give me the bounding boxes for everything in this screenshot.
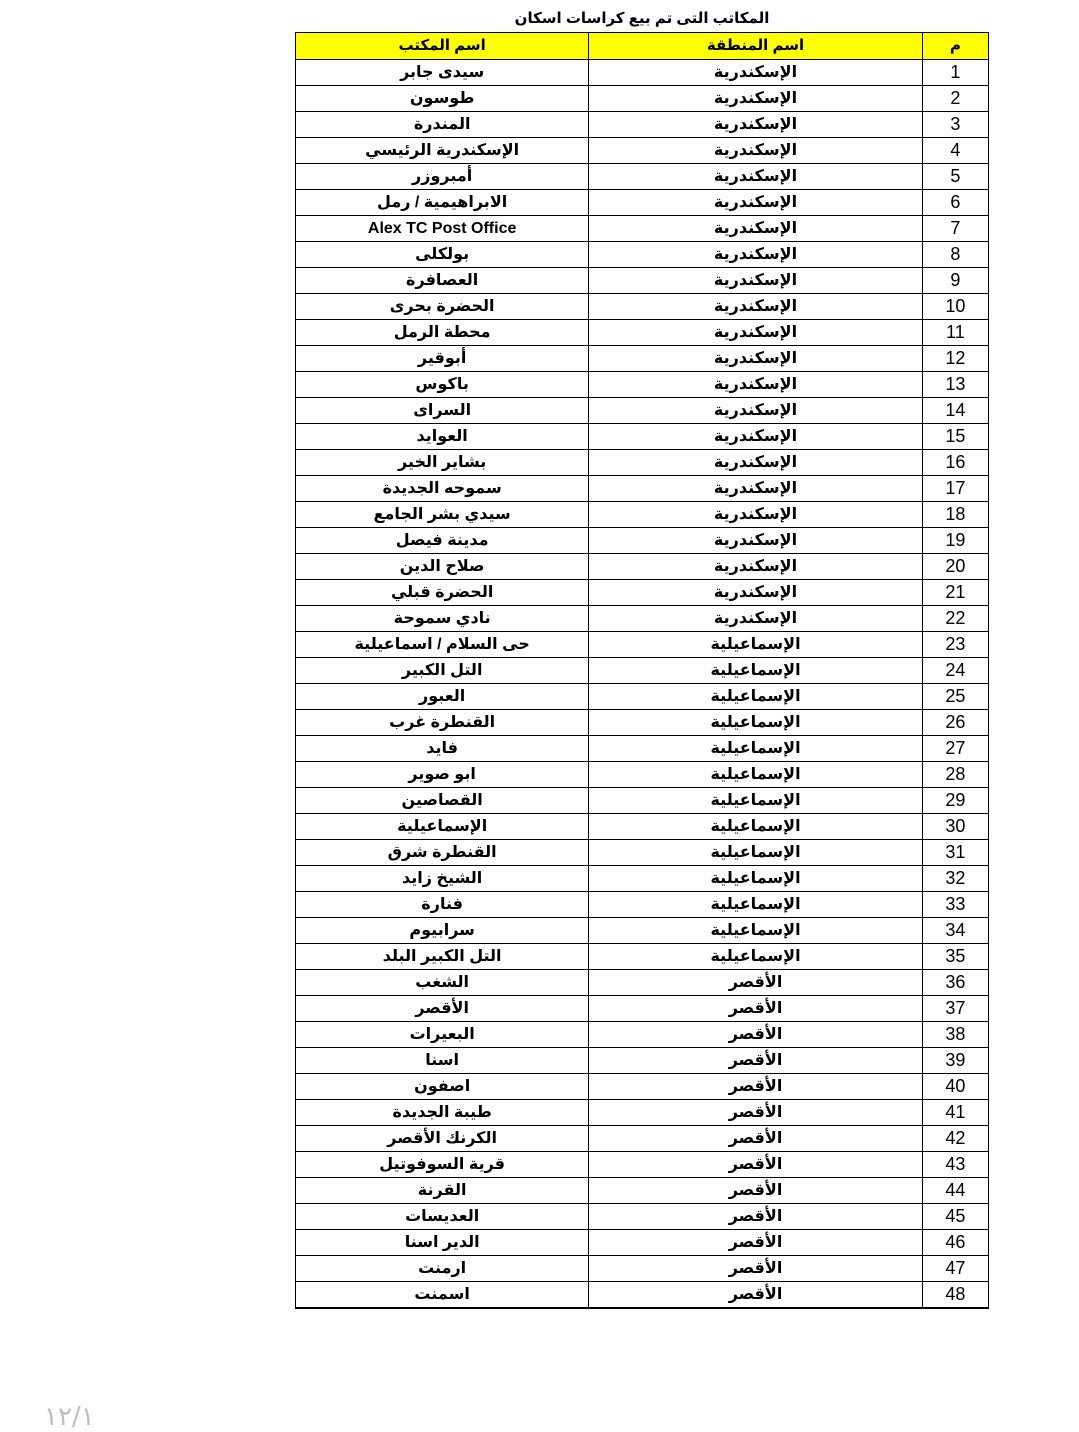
table-row (296, 606, 989, 632)
table-row (296, 762, 989, 788)
cell-region: الإسماعيلية (589, 632, 922, 658)
cell-num: 10 (922, 294, 988, 320)
cell-office: التل الكبير البلد (296, 944, 589, 970)
cell-office: المندرة (296, 112, 589, 138)
cell-region: الأقصر (589, 1230, 922, 1256)
table-row (296, 1230, 989, 1256)
cell-region: الإسماعيلية (589, 710, 922, 736)
table-row (296, 138, 989, 164)
cell-num: 27 (922, 736, 988, 762)
cell-region: الإسكندرية (589, 294, 922, 320)
cell-office: صلاح الدين (296, 554, 589, 580)
cell-region: الأقصر (589, 1178, 922, 1204)
table-row (296, 996, 989, 1022)
cell-region: الإسكندرية (589, 164, 922, 190)
cell-region: الأقصر (589, 1048, 922, 1074)
cell-office: اسنا (296, 1048, 589, 1074)
cell-num: 19 (922, 528, 988, 554)
cell-office: العبور (296, 684, 589, 710)
cell-region: الإسكندرية (589, 242, 922, 268)
cell-office: طوسون (296, 86, 589, 112)
cell-num: 13 (922, 372, 988, 398)
table-row (296, 1256, 989, 1282)
cell-office: القرنة (296, 1178, 589, 1204)
cell-region: الإسكندرية (589, 138, 922, 164)
table-row (296, 320, 989, 346)
cell-region: الإسماعيلية (589, 736, 922, 762)
cell-office: فايد (296, 736, 589, 762)
cell-region: الأقصر (589, 1022, 922, 1048)
table-row (296, 164, 989, 190)
cell-region: الأقصر (589, 1204, 922, 1230)
table-row (296, 502, 989, 528)
cell-office: حى السلام / اسماعيلية (296, 632, 589, 658)
cell-office: ابو صوير (296, 762, 589, 788)
cell-office: التل الكبير (296, 658, 589, 684)
table-header-row (296, 33, 989, 60)
cell-num: 8 (922, 242, 988, 268)
header-office: اسم المكتب (296, 33, 589, 60)
cell-region: الإسماعيلية (589, 762, 922, 788)
cell-office: بشاير الخير (296, 450, 589, 476)
cell-office: سيدي بشر الجامع (296, 502, 589, 528)
cell-office: ارمنت (296, 1256, 589, 1282)
cell-region: الإسماعيلية (589, 866, 922, 892)
cell-num: 47 (922, 1256, 988, 1282)
cell-office: السراى (296, 398, 589, 424)
cell-num: 29 (922, 788, 988, 814)
cell-office: العوايد (296, 424, 589, 450)
cell-num: 20 (922, 554, 988, 580)
table-row (296, 1152, 989, 1178)
cell-num: 11 (922, 320, 988, 346)
cell-num: 25 (922, 684, 988, 710)
cell-office: قرية السوفوتيل (296, 1152, 589, 1178)
cell-region: الإسماعيلية (589, 840, 922, 866)
cell-region: الإسكندرية (589, 580, 922, 606)
document-title: المكاتب التى تم بيع كراسات اسكان (514, 10, 770, 27)
cell-num: 33 (922, 892, 988, 918)
cell-office: الكرنك الأقصر (296, 1126, 589, 1152)
cell-region: الأقصر (589, 1100, 922, 1126)
cell-num: 39 (922, 1048, 988, 1074)
cell-office: الإسكندرية الرئيسي (296, 138, 589, 164)
cell-num: 6 (922, 190, 988, 216)
table-row (296, 398, 989, 424)
cell-region: الإسماعيلية (589, 918, 922, 944)
table-row (296, 970, 989, 996)
table-row (296, 1100, 989, 1126)
cell-office: أمبروزر (296, 164, 589, 190)
cell-region: الإسكندرية (589, 346, 922, 372)
cell-num: 14 (922, 398, 988, 424)
cell-num: 35 (922, 944, 988, 970)
cell-region: الأقصر (589, 970, 922, 996)
cell-office: الأقصر (296, 996, 589, 1022)
table-row (296, 294, 989, 320)
table-row (296, 242, 989, 268)
table-row (296, 1178, 989, 1204)
cell-office: العصافرة (296, 268, 589, 294)
table-row (296, 1126, 989, 1152)
table-row (296, 1204, 989, 1230)
cell-region: الإسماعيلية (589, 892, 922, 918)
table-row (296, 268, 989, 294)
cell-region: الإسكندرية (589, 60, 922, 86)
cell-office: القصاصين (296, 788, 589, 814)
page-number: ١٢/١ (44, 1402, 95, 1432)
cell-region: الإسكندرية (589, 112, 922, 138)
cell-num: 42 (922, 1126, 988, 1152)
cell-num: 1 (922, 60, 988, 86)
cell-office: Alex TC Post Office (296, 216, 589, 242)
table-row (296, 684, 989, 710)
cell-office: القنطرة شرق (296, 840, 589, 866)
table-row (296, 840, 989, 866)
table-row (296, 346, 989, 372)
table-body (296, 60, 989, 1309)
table-row (296, 528, 989, 554)
cell-num: 41 (922, 1100, 988, 1126)
table-row (296, 216, 989, 242)
cell-num: 24 (922, 658, 988, 684)
cell-num: 37 (922, 996, 988, 1022)
cell-office: سموحه الجديدة (296, 476, 589, 502)
cell-num: 28 (922, 762, 988, 788)
cell-num: 3 (922, 112, 988, 138)
cell-num: 16 (922, 450, 988, 476)
cell-office: محطة الرمل (296, 320, 589, 346)
table-row (296, 450, 989, 476)
cell-office: سيدى جابر (296, 60, 589, 86)
table-row (296, 736, 989, 762)
cell-num: 21 (922, 580, 988, 606)
cell-num: 43 (922, 1152, 988, 1178)
cell-num: 22 (922, 606, 988, 632)
cell-office: بولكلى (296, 242, 589, 268)
cell-office: الابراهيمية / رمل (296, 190, 589, 216)
cell-office: الدير اسنا (296, 1230, 589, 1256)
cell-office: القنطرة غرب (296, 710, 589, 736)
cell-office: مدينة فيصل (296, 528, 589, 554)
cell-region: الإسماعيلية (589, 944, 922, 970)
cell-region: الإسكندرية (589, 528, 922, 554)
cell-num: 32 (922, 866, 988, 892)
cell-office: الحضرة بحرى (296, 294, 589, 320)
cell-region: الإسماعيلية (589, 684, 922, 710)
cell-num: 9 (922, 268, 988, 294)
table-row (296, 190, 989, 216)
table-row (296, 710, 989, 736)
cell-num: 31 (922, 840, 988, 866)
cell-office: سرابيوم (296, 918, 589, 944)
cell-region: الإسكندرية (589, 216, 922, 242)
cell-num: 40 (922, 1074, 988, 1100)
table-row (296, 476, 989, 502)
cell-num: 44 (922, 1178, 988, 1204)
cell-office: باكوس (296, 372, 589, 398)
table-row (296, 632, 989, 658)
cell-num: 23 (922, 632, 988, 658)
cell-office: الحضرة قبلي (296, 580, 589, 606)
cell-num: 5 (922, 164, 988, 190)
offices-table (295, 32, 989, 1309)
table-row (296, 814, 989, 840)
cell-office: الشيخ زايد (296, 866, 589, 892)
cell-office: الشغب (296, 970, 589, 996)
table-row (296, 918, 989, 944)
cell-region: الأقصر (589, 1074, 922, 1100)
cell-region: الأقصر (589, 1152, 922, 1178)
table-row (296, 866, 989, 892)
cell-region: الإسكندرية (589, 190, 922, 216)
cell-region: الأقصر (589, 996, 922, 1022)
cell-office: الإسماعيلية (296, 814, 589, 840)
cell-region: الإسكندرية (589, 554, 922, 580)
table-row (296, 1074, 989, 1100)
cell-region: الإسكندرية (589, 476, 922, 502)
cell-region: الإسكندرية (589, 502, 922, 528)
cell-region: الإسكندرية (589, 86, 922, 112)
cell-num: 15 (922, 424, 988, 450)
table-row (296, 424, 989, 450)
cell-region: الإسماعيلية (589, 658, 922, 684)
table-row (296, 658, 989, 684)
cell-region: الإسكندرية (589, 606, 922, 632)
cell-num: 18 (922, 502, 988, 528)
cell-region: الإسكندرية (589, 372, 922, 398)
table-row (296, 554, 989, 580)
cell-region: الإسكندرية (589, 268, 922, 294)
cell-office: العديسات (296, 1204, 589, 1230)
cell-region: الأقصر (589, 1282, 922, 1309)
cell-region: الأقصر (589, 1126, 922, 1152)
cell-num: 7 (922, 216, 988, 242)
table-row (296, 1282, 989, 1309)
cell-office: اصفون (296, 1074, 589, 1100)
table-row (296, 372, 989, 398)
table-row (296, 892, 989, 918)
cell-num: 45 (922, 1204, 988, 1230)
cell-num: 12 (922, 346, 988, 372)
cell-region: الإسكندرية (589, 424, 922, 450)
cell-num: 4 (922, 138, 988, 164)
cell-office: البعيرات (296, 1022, 589, 1048)
cell-region: الإسكندرية (589, 320, 922, 346)
cell-office: اسمنت (296, 1282, 589, 1309)
cell-num: 48 (922, 1282, 988, 1309)
cell-num: 38 (922, 1022, 988, 1048)
cell-num: 36 (922, 970, 988, 996)
header-num: م (922, 33, 988, 60)
cell-num: 17 (922, 476, 988, 502)
table-row (296, 86, 989, 112)
cell-region: الإسماعيلية (589, 814, 922, 840)
cell-num: 30 (922, 814, 988, 840)
cell-office: نادي سموحة (296, 606, 589, 632)
cell-office: فنارة (296, 892, 589, 918)
cell-num: 2 (922, 86, 988, 112)
cell-office: أبوقير (296, 346, 589, 372)
cell-num: 46 (922, 1230, 988, 1256)
cell-region: الأقصر (589, 1256, 922, 1282)
cell-num: 26 (922, 710, 988, 736)
header-region: اسم المنطقة (589, 33, 922, 60)
cell-region: الإسكندرية (589, 398, 922, 424)
cell-region: الإسماعيلية (589, 788, 922, 814)
cell-office: طيبة الجديدة (296, 1100, 589, 1126)
table-row (296, 944, 989, 970)
table-row (296, 1048, 989, 1074)
cell-num: 34 (922, 918, 988, 944)
table-row (296, 112, 989, 138)
cell-region: الإسكندرية (589, 450, 922, 476)
table-row (296, 1022, 989, 1048)
table-row (296, 580, 989, 606)
table-row (296, 788, 989, 814)
table-row (296, 60, 989, 86)
